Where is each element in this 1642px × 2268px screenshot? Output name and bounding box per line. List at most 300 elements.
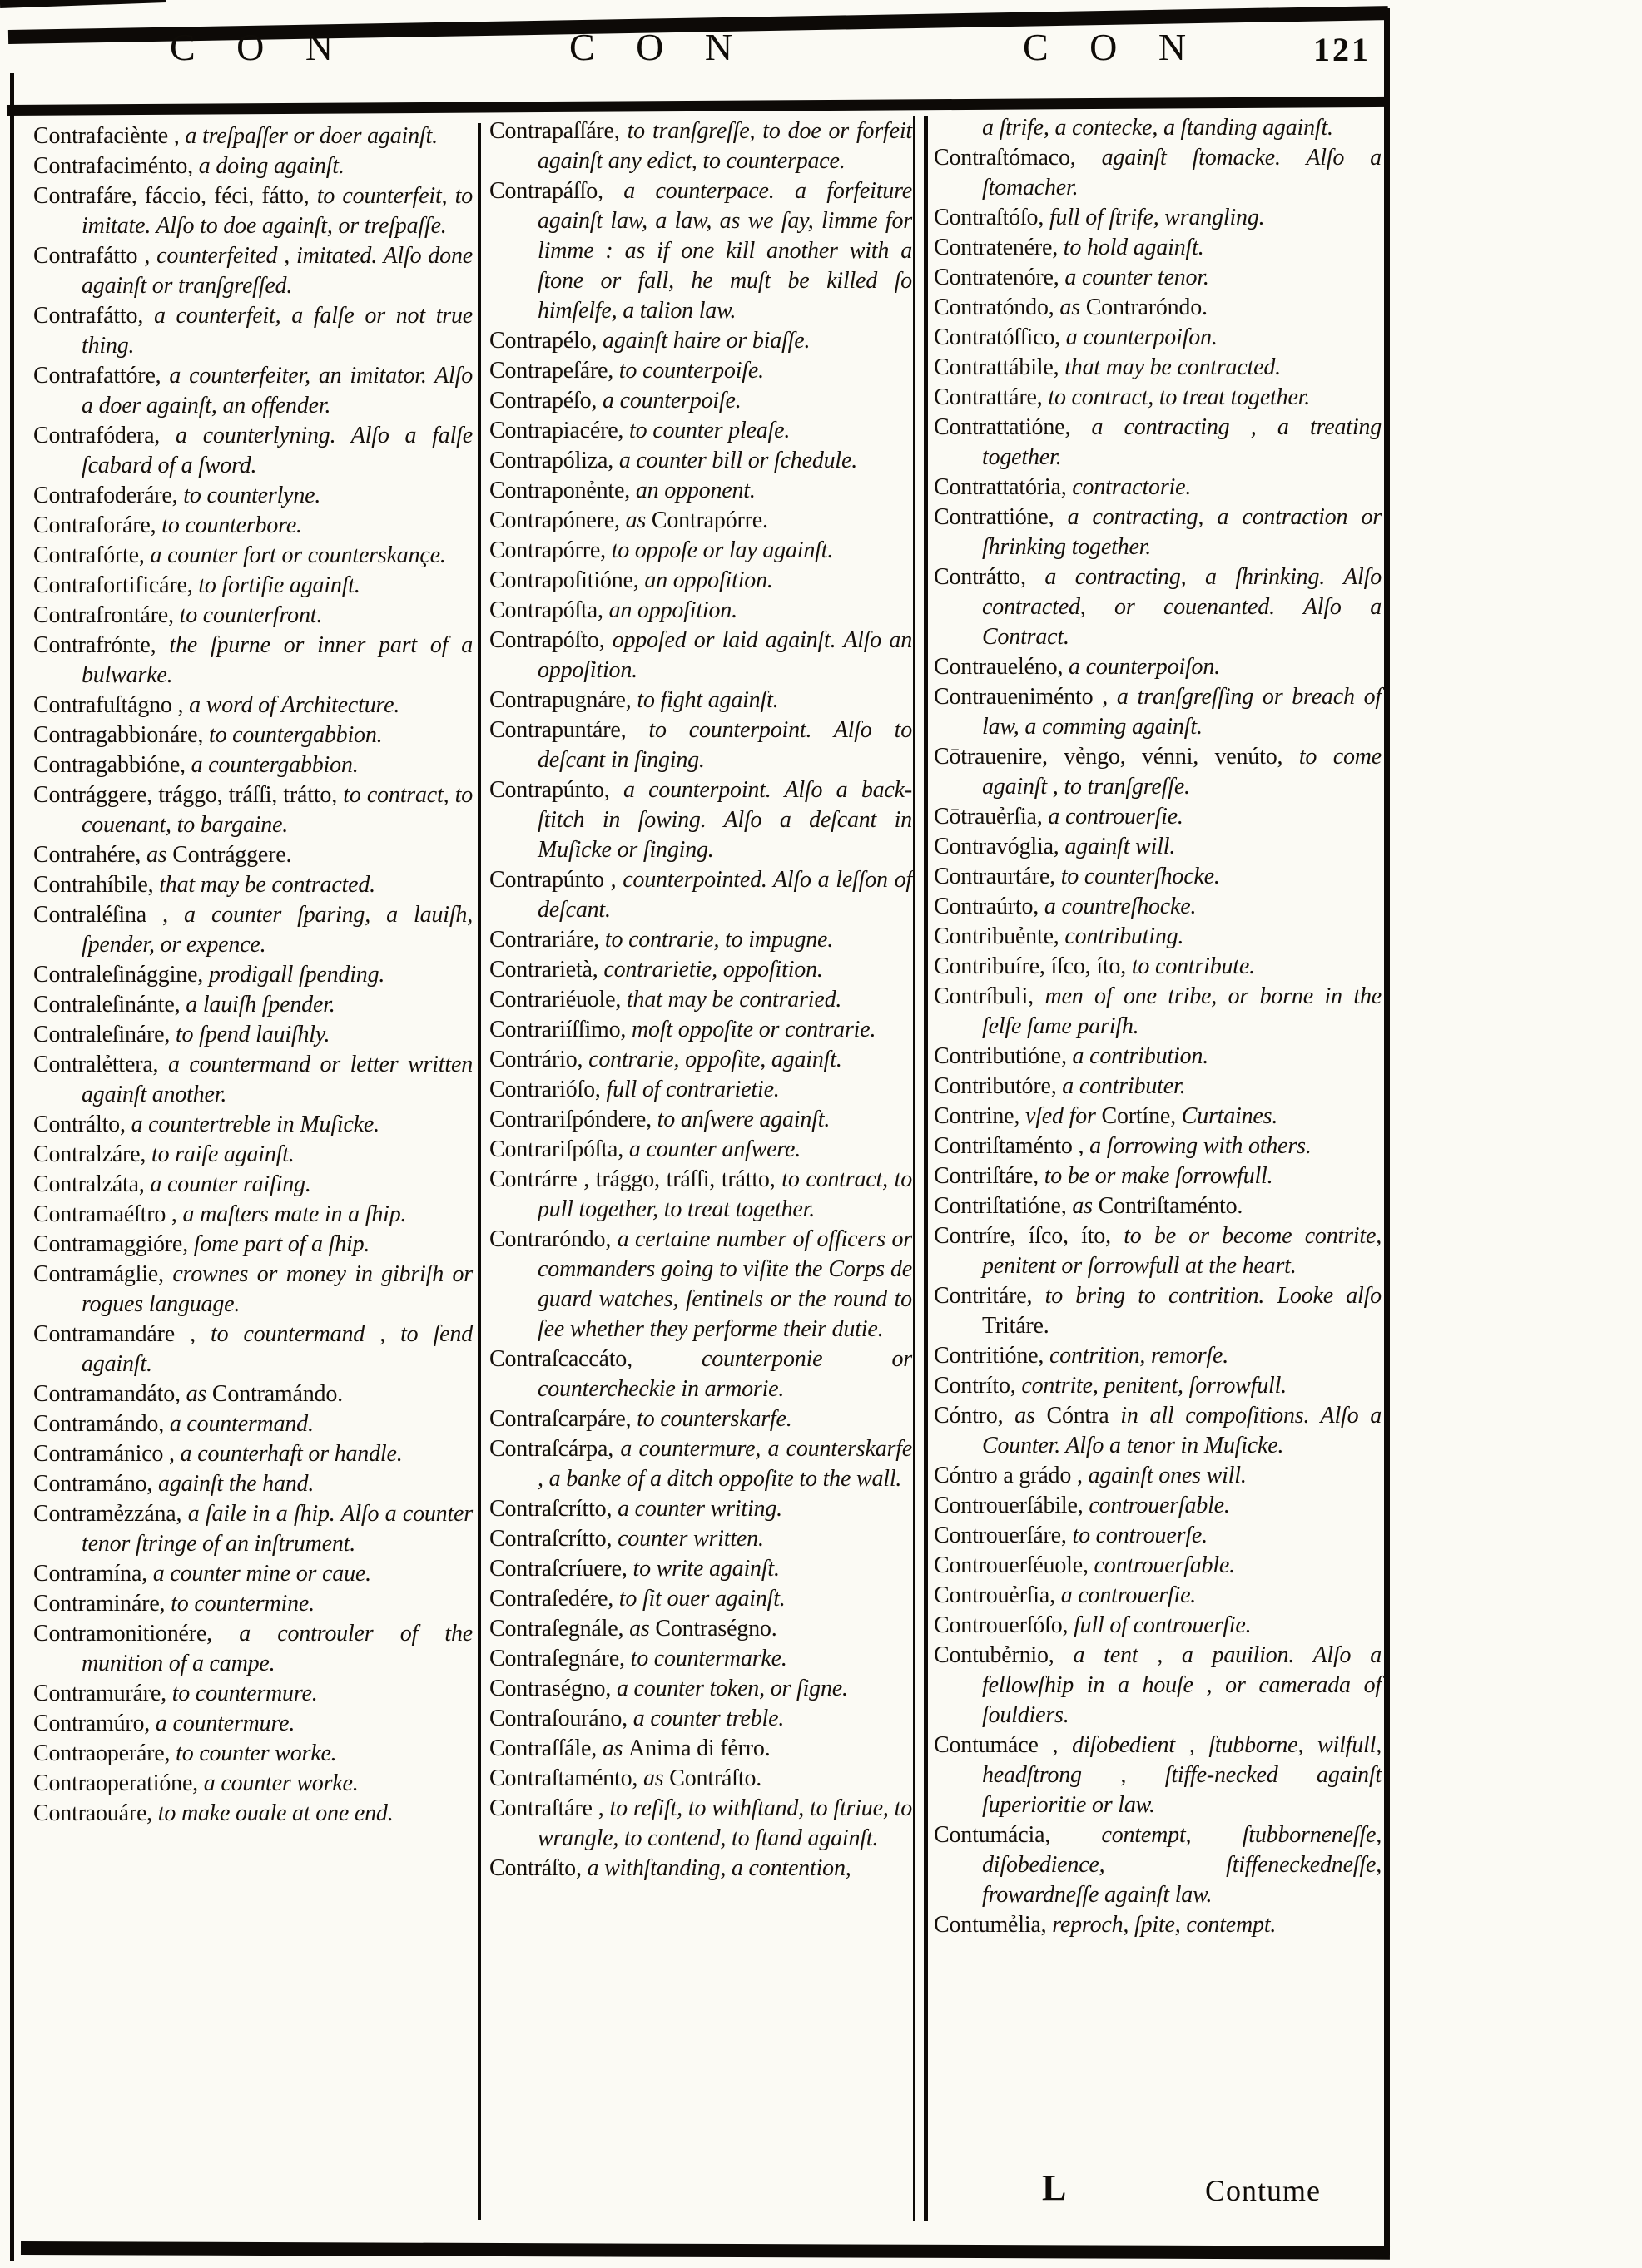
dictionary-entry [489,626,912,686]
dictionary-entry [33,780,473,840]
dictionary-entry [33,301,473,361]
headword: Contrátto, [934,564,1045,590]
headword: Contramaéſtro , [33,1201,183,1227]
definition: the ſpurne or inner part of a bulwarke. [82,632,473,688]
dictionary-entry [33,1230,473,1260]
headword: Contraſtaménto, [489,1765,643,1791]
dictionary-entry [489,1674,912,1704]
definition: counterfeited , imitated. Alſo done againſt or tranſgreſſed. [82,243,474,299]
definition: as Contriſtaménto. [1072,1193,1243,1219]
dictionary-entry [33,1589,473,1619]
headword: Contraſcrítto, [489,1526,618,1552]
dictionary-entry [934,1401,1382,1461]
headword: Contriſtaménto , [934,1133,1090,1159]
headword: Contributóre, [934,1073,1063,1099]
headword: Contraſedére, [489,1586,619,1612]
dictionary-entry [934,1551,1382,1581]
headword: Contragabbióne, [33,752,191,778]
definition: men of one tribe, or borne in the ſelfe ſame pariſh. [982,983,1382,1039]
dictionary-entry [33,1020,473,1050]
headword: Contramándo, [33,1411,170,1437]
headword: Contraſcríuere, [489,1556,633,1582]
headword: Contramína, [33,1561,153,1587]
dictionary-entry [489,506,912,536]
definition: a tent , a pauilion. Alſo a fellowſhip in a houſe , or camerada of ſouldiers. [982,1642,1382,1728]
bottom-border [21,2241,1390,2260]
headword: Contrariſpóſta, [489,1136,629,1162]
column-divider-2b [924,116,928,2221]
definition: to hold againſt. [1063,235,1204,260]
dictionary-entry [489,356,912,386]
dictionary-entry [33,1379,473,1409]
headword: Contralzáta, [33,1171,151,1197]
headword: Contragabbionáre, [33,722,209,748]
dictionary-entry [489,1794,912,1854]
definition: a controuler of the munition of a campe. [82,1621,473,1676]
headword: Contrapóſto, [489,627,613,653]
definition: an oppoſition. [644,567,773,593]
definition: contractorie. [1072,474,1192,500]
headword: Contravóglia, [934,834,1065,859]
running-title-center: C O N [568,26,747,68]
headword: Contraoperatióne, [33,1770,204,1796]
definition: full of contrarietie. [606,1077,780,1102]
dictionary-entry [489,1494,912,1524]
definition: to counterpoint. Alſo to deſcant in ſinging. [538,717,912,773]
definition: contributing. [1064,924,1184,949]
definition: to come againſt , to tranſgreſſe. [982,744,1382,800]
headword: Controuẻrſia, [934,1582,1061,1608]
definition: to fortifie againſt. [198,572,360,598]
definition: to counter worke. [176,1741,337,1766]
dictionary-entry [934,263,1382,293]
dictionary-entry [489,1734,912,1764]
dictionary-entry [33,181,473,241]
dictionary-entry [489,1165,912,1225]
headword: Contrággere, trággo, tráſſi, trátto, [33,782,344,808]
dictionary-entry [934,652,1382,682]
dictionary-entry [33,1739,473,1769]
definition: a counter raiſing. [150,1171,311,1197]
headword: Contraforáre, [33,513,162,538]
headword: Cōtrauenire, vẻngo, vénni, venúto, [934,744,1299,770]
headword: Contramúro, [33,1711,156,1736]
definition: as Contraségno. [629,1616,777,1642]
headword: Contráſto, [489,1855,588,1881]
headword: Contrapáſſo, [489,178,624,204]
dictionary-entry [489,596,912,626]
dictionary-entry [33,1559,473,1589]
dictionary-entry [33,1409,473,1439]
headword: Contrapórre, [489,537,612,563]
headword: Contrarióſo, [489,1077,607,1102]
definition: to make ouale at one end. [157,1800,394,1826]
definition: full of ſtrife, wrangling. [1049,205,1265,230]
headword: Contraſcaccáto, [489,1346,702,1372]
dictionary-entry [934,1191,1382,1221]
dictionary-entry [33,541,473,571]
dictionary-entry [934,1221,1382,1281]
dictionary-entry [489,985,912,1015]
running-title-right: C O N [1022,26,1200,68]
headword: Contrapiacére, [489,418,630,443]
headword: Contratóndo, [934,295,1060,320]
headword: Contrariíſſimo, [489,1017,632,1042]
dictionary-entry [934,952,1382,982]
definition: to contract, to pull together, to treat together. [538,1166,912,1222]
headword: Contrine, [934,1103,1025,1129]
dictionary-entry [489,1704,912,1734]
headword: Contraſegnáre, [489,1646,631,1671]
definition: ſome part of a ſhip. [193,1231,370,1257]
headword: Contramináre, [33,1591,171,1617]
definition: a controuerſie. [1048,804,1183,829]
definition: to counterlyne. [183,483,321,508]
definition: to countermand , to ſend againſt. [82,1321,473,1377]
definition: a word of Architecture. [189,692,400,718]
definition: a contracting , a treating together. [982,414,1382,470]
dictionary-entry [934,293,1382,323]
definition: an oppoſition. [608,597,737,623]
dictionary-entry [489,416,912,446]
headword: Contraleſináre, [33,1022,176,1047]
dictionary-entry [489,925,912,955]
dictionary-entry [934,143,1382,203]
dictionary-entry [489,1135,912,1165]
dictionary-entry [934,383,1382,413]
dictionary-entry [33,241,473,301]
definition: a counterfeit, a falſe or not true thing. [82,303,474,359]
definition: a counterhaft or handle. [180,1441,403,1467]
definition: a counter bill or ſchedule. [618,448,858,473]
headword: Contrafórte, [33,542,151,568]
column-2 [489,116,912,1884]
headword: Contributióne, [934,1043,1073,1069]
dictionary-entry [489,116,912,176]
dictionary-entry [934,1521,1382,1551]
headword: Contribuẻnte, [934,924,1065,949]
headword: Contrafrontáre, [33,602,180,628]
dictionary-entry [934,802,1382,832]
headword: Contritióne, [934,1343,1049,1369]
definition: to contract, to treat together. [1048,384,1311,410]
definition: a doing againſt. [198,153,345,179]
definition: as Contrággere. [146,842,292,868]
headword: Contraſſále, [489,1736,603,1761]
definition: to raiſe againſt. [151,1141,295,1167]
headword: Contraſtómaco, [934,145,1102,171]
definition: a countermand or letter written againſt another. [82,1052,473,1107]
headword: Contratenére, [934,235,1064,260]
dictionary-entry [489,775,912,865]
definition: to ſit ouer againſt. [618,1586,786,1612]
definition: diſobedient , ſtubborne, wilfull, headſtrong , ſtiffe-necked againſt ſuperioritie or law. [982,1732,1382,1818]
headword: Contrapóliza, [489,448,619,473]
dictionary-entry [489,1764,912,1794]
definition: to write againſt. [632,1556,780,1582]
headword: Contraouáre, [33,1800,158,1826]
dictionary-entry [33,750,473,780]
dictionary-entry [489,1075,912,1105]
definition: counter written. [618,1526,764,1552]
dictionary-entry [33,121,473,151]
headword: Contrapónere, [489,508,626,533]
dictionary-entry [489,326,912,356]
definition: as Contrapórre. [625,508,768,533]
dictionary-entry [33,511,473,541]
dictionary-entry [489,1434,912,1494]
headword: Contrafrónte, [33,632,170,658]
signature-mark: L [1042,2167,1067,2208]
page-number: 121 [1313,31,1371,68]
dictionary-entry [33,1110,473,1140]
dictionary-entry [934,233,1382,263]
dictionary-entry [934,1042,1382,1072]
left-border [10,73,14,2261]
dictionary-entry [489,686,912,716]
headword: Contramẻzzána, [33,1501,188,1527]
headword: Controuerſóſo, [934,1612,1074,1638]
headword: Contumẻlia, [934,1912,1053,1938]
dictionary-entry [489,716,912,775]
headword: Controuerſábile, [934,1493,1089,1518]
headword: Contrafódera, [33,423,176,448]
headword: Contraſtáre , [489,1795,610,1821]
headword: Contrálto, [33,1112,131,1137]
headword: Contralzáre, [33,1141,151,1167]
dictionary-entry [33,1469,473,1499]
dictionary-entry [489,865,912,925]
dictionary-entry [934,862,1382,892]
dictionary-entry [934,323,1382,353]
headword: Contramonitionére, [33,1621,240,1647]
definition: to counterbore. [161,513,302,538]
headword: Contrário, [489,1047,589,1072]
dictionary-entry [489,1854,912,1884]
dictionary-entry [934,1581,1382,1611]
definition: to be or make ſorrowfull. [1044,1163,1273,1189]
headword: Cōtrauẻrſia, [934,804,1049,829]
dictionary-entry [934,1491,1382,1521]
dictionary-entry [934,982,1382,1042]
dictionary-entry [33,571,473,601]
headword: Contríto, [934,1373,1022,1399]
dictionary-entry [489,1524,912,1554]
headword: Contrattáre, [934,384,1049,410]
headword: Contraléſina , [33,902,185,928]
definition: that may be contraried. [626,987,842,1013]
dictionary-entry [489,1644,912,1674]
dictionary-entry [934,413,1382,473]
headword: Contrattióne, [934,504,1068,530]
headword: Contraſcárpa, [489,1436,621,1462]
definition: a withſtanding, a contention, [587,1855,851,1881]
definition: a counterpace. a forfeiture againſt law, a law, as we ſay, limme for limme : as if one kill another with a ſtone or fall, he muſt be killed ſo himſelfe, a talion law. [538,178,912,324]
definition: a countermand. [169,1411,314,1437]
dictionary-entry [934,1072,1382,1102]
headword: Contraségno, [489,1676,617,1701]
definition: that may be contracted. [1064,354,1281,380]
definition: contrition, remorſe. [1049,1343,1229,1369]
definition: moſt oppoſite or contrarie. [632,1017,876,1042]
headword: Contramáno, [33,1471,159,1497]
headword: Contrafátto , [33,243,157,269]
dictionary-entry [33,1709,473,1739]
headword: Contratóſſico, [934,324,1066,350]
headword: Contrapéſo, [489,388,603,413]
definition: a maſters mate in a ſhip. [182,1201,407,1227]
definition: a counter token, or ſigne. [616,1676,848,1701]
definition: to counterpoiſe. [618,358,764,384]
definition: to ſpend lauiſhly. [175,1022,330,1047]
definition: an opponent. [635,478,756,503]
dictionary-entry [33,691,473,721]
definition: contrite, penitent, ſorrowfull. [1021,1373,1287,1399]
definition: a countermure, a counterskarfe , a banke of a ditch oppoſite to the wall. [538,1436,913,1492]
dictionary-entry [489,446,912,476]
headword: Contramandáto, [33,1381,186,1407]
definition: a treſpaſſer or doer againſt. [185,123,438,149]
definition: to oppoſe or lay againſt. [611,537,834,563]
definition: a countermure. [155,1711,295,1736]
headword: Contrapeſáre, [489,358,619,384]
dictionary-entry [33,1140,473,1170]
headword: Contrattatióne, [934,414,1092,440]
dictionary-entry [33,1260,473,1320]
definition: to be or become contrite, penitent or ſorrowfull at the heart. [982,1223,1382,1279]
headword: Contritáre, [934,1283,1045,1309]
dictionary-entry [934,742,1382,802]
right-border [1384,8,1390,2255]
definition: a counter mine or caue. [152,1561,371,1587]
dictionary-entry [489,1554,912,1584]
headword: Contriſtatióne, [934,1193,1073,1219]
definition: a contracting, a contraction or ſhrinking together. [982,504,1382,560]
dictionary-entry [934,503,1382,562]
headword: Contumácia, [934,1822,1102,1848]
dictionary-entry [934,353,1382,383]
definition: a counterpoiſon. [1065,324,1218,350]
definition: a countreſhocke. [1044,894,1197,919]
dictionary-entry [33,481,473,511]
definition: a counter fort or counterskançe. [150,542,446,568]
dictionary-entry [33,960,473,990]
column-1 [33,121,473,1829]
headword: Contrafaciménto, [33,153,199,179]
headword: Cóntro a grádo , [934,1463,1089,1488]
headword: Contraſcrítto, [489,1496,618,1522]
headword: Contramáglie, [33,1261,173,1287]
definition: prodigall ſpending. [208,962,385,988]
dictionary-entry [489,1105,912,1135]
headword: Contrapaſſáre, [489,118,628,144]
dictionary-entry [934,1281,1382,1341]
headword: Contrafaciènte , [33,123,186,149]
headword: Contribuíre, íſco, íto, [934,953,1132,979]
dictionary-entry [934,892,1382,922]
dictionary-entry [33,1619,473,1679]
top-corner-rule [0,0,166,8]
definition: againſt will. [1064,834,1176,859]
definition: to countermarke. [630,1646,787,1671]
definition: to anſwere againſt. [657,1107,831,1132]
dictionary-entry [489,566,912,596]
dictionary-entry [33,151,473,181]
dictionary-entry [489,955,912,985]
definition: to counterfront. [179,602,323,628]
headword: Contrapélo, [489,328,603,354]
dictionary-entry [934,1102,1382,1132]
headword: Contrapoſitióne, [489,567,645,593]
headword: Contrattatória, [934,474,1073,500]
definition: as Anima di fẻrro. [602,1736,771,1761]
dictionary-entry [934,562,1382,652]
definition: a counterlyning. Alſo a falſe ſcabard of a ſword. [82,423,473,478]
definition: a counter ſparing, a lauiſh, ſpender, or expence. [82,902,473,958]
definition: againſt haire or biaſſe. [603,328,811,354]
dictionary-entry [33,1439,473,1469]
catchword: Contume [1205,2174,1321,2207]
headword: Controuerſéuole, [934,1552,1094,1578]
dictionary-entry [489,1614,912,1644]
definition: a counterpoint. Alſo a back-ſtitch in ſowing. Alſo a deſcant in Muſicke or ſinging. [538,777,913,863]
definition: to counterſhocke. [1060,864,1220,889]
headword: Contralẻttera, [33,1052,168,1077]
definition: to contribute. [1131,953,1255,979]
headword: Contraſtóſo, [934,205,1049,230]
headword: Contramaggióre, [33,1231,194,1257]
headword: Contramuráre, [33,1681,172,1706]
definition: to countermine. [171,1591,315,1617]
headword: Contrapugnáre, [489,687,637,713]
definition: to countergabbion. [209,722,383,748]
dictionary-entry [934,1820,1382,1910]
headword: Contrapóſta, [489,597,609,623]
headword: Contraſcarpáre, [489,1406,637,1432]
dictionary-entry [33,361,473,421]
dictionary-entry [33,631,473,691]
definition: contempt, ſtubborneneſſe, diſobedience, ſtiffeneckedneſſe, frowardneſſe againſt law. [982,1822,1382,1908]
dictionary-entry [934,1461,1382,1491]
definition: that may be contracted. [159,872,375,898]
headword: Contraſouráno, [489,1706,633,1731]
dictionary-entry [33,900,473,960]
definition: as Cóntra in all compoſitions. Alſo a Counter. Alſo a tenor in Muſicke. [982,1403,1382,1458]
headword: Contrapúnto, [489,777,623,803]
dictionary-entry [489,1584,912,1614]
dictionary-entry [934,1341,1382,1371]
dictionary-entry [33,870,473,900]
dictionary-entry [934,832,1382,862]
headword: Contraoperáre, [33,1741,176,1766]
definition: a counterpoiſe. [603,388,742,413]
definition: crownes or money in gibriſh or rogues language. [82,1261,473,1317]
headword: Contriſtáre, [934,1163,1044,1189]
definition: as Contramándo. [186,1381,343,1407]
dictionary-entry [934,1161,1382,1191]
headword: Contríbuli, [934,983,1045,1009]
headword: Contrattábile, [934,354,1065,380]
dictionary-entry [33,1170,473,1200]
dictionary-entry [934,922,1382,952]
headword: Contrafattóre, [33,363,170,389]
definition: contrarietie, oppoſition. [603,957,823,983]
definition: to countermure. [171,1681,318,1706]
headword: Contraleſinánte, [33,992,186,1018]
headword: Contubẻrnio, [934,1642,1074,1668]
definition: oppoſed or laid againſt. Alſo an oppoſition. [538,627,912,683]
definition: controuerſable. [1094,1552,1235,1578]
